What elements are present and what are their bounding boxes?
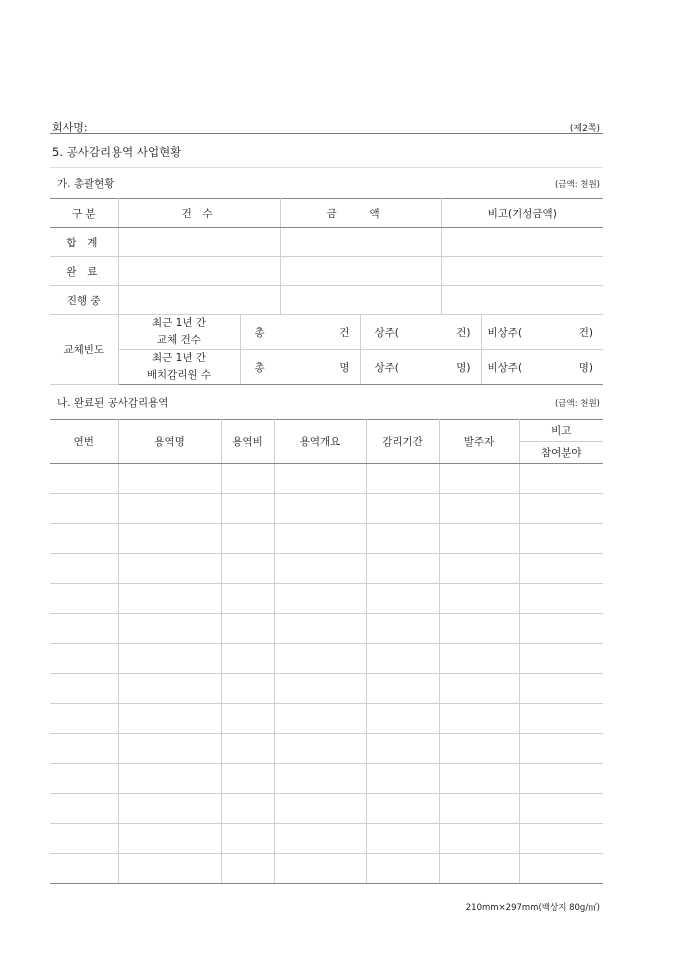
- table-row: [50, 494, 603, 524]
- table-cell[interactable]: [118, 734, 221, 764]
- col-header-remark: 비고: [519, 420, 603, 442]
- replacement-total-unit: 건: [339, 326, 350, 339]
- replacement-total-prefix: 총: [254, 326, 265, 339]
- table-cell[interactable]: [118, 704, 221, 734]
- table-cell[interactable]: [366, 764, 439, 794]
- rotation-replacement-line2: 교체 건수: [157, 334, 201, 346]
- table-cell[interactable]: [50, 794, 118, 824]
- table-cell[interactable]: [439, 554, 519, 584]
- table-cell[interactable]: [519, 704, 603, 734]
- table-cell[interactable]: [439, 764, 519, 794]
- completed-projects-table: [50, 419, 603, 884]
- table-row: [50, 584, 603, 614]
- table-cell[interactable]: [118, 584, 221, 614]
- table-cell[interactable]: [274, 824, 366, 854]
- in-progress-count-cell[interactable]: [118, 286, 280, 315]
- completed-remark-cell[interactable]: [441, 257, 603, 286]
- col-header-amount: 금 액: [280, 199, 441, 228]
- table-cell[interactable]: [221, 794, 274, 824]
- table-cell[interactable]: [366, 524, 439, 554]
- table-cell[interactable]: [118, 794, 221, 824]
- supervisor-resident-prefix: 상주(: [374, 361, 399, 374]
- supervisor-total-unit: 명: [339, 361, 350, 374]
- total-amount-cell[interactable]: [280, 228, 441, 257]
- completed-amount-cell[interactable]: [280, 257, 441, 286]
- table-cell[interactable]: [366, 674, 439, 704]
- table-cell[interactable]: [366, 734, 439, 764]
- table-cell[interactable]: [366, 794, 439, 824]
- table-row: [50, 614, 603, 644]
- header-divider: [50, 133, 603, 134]
- rotation-supervisor-line1: 최근 1년 간: [152, 352, 206, 364]
- table-cell[interactable]: [118, 614, 221, 644]
- table-cell[interactable]: [118, 494, 221, 524]
- table-cell[interactable]: [274, 524, 366, 554]
- table-cell[interactable]: [439, 824, 519, 854]
- table-cell[interactable]: [519, 554, 603, 584]
- document-size-note: 210mm×297mm(백상지 80g/㎡): [465, 903, 600, 913]
- table-cell[interactable]: [274, 554, 366, 584]
- replacement-nonresident-cell[interactable]: [481, 315, 603, 350]
- table-cell[interactable]: [439, 674, 519, 704]
- completed-title: 나. 완료된 공사감리용역: [57, 397, 169, 409]
- table-cell[interactable]: [366, 554, 439, 584]
- rotation-replacement-label: [118, 315, 240, 350]
- col-header-period: 감리기간: [366, 420, 439, 464]
- section-title: 5. 공사감리용역 사업현황: [52, 145, 182, 159]
- in-progress-amount-cell[interactable]: [280, 286, 441, 315]
- replacement-resident-cell[interactable]: [360, 315, 481, 350]
- table-cell[interactable]: [50, 524, 118, 554]
- table-cell[interactable]: [519, 854, 603, 884]
- table-cell[interactable]: [118, 764, 221, 794]
- table-cell[interactable]: [50, 674, 118, 704]
- table-cell[interactable]: [50, 614, 118, 644]
- supervisor-nonresident-prefix: 비상주(: [487, 361, 523, 374]
- table-cell[interactable]: [274, 734, 366, 764]
- table-row: [50, 554, 603, 584]
- table-cell[interactable]: [50, 644, 118, 674]
- table-cell[interactable]: [519, 464, 603, 494]
- table-cell[interactable]: [274, 584, 366, 614]
- total-count-cell[interactable]: [118, 228, 280, 257]
- table-row: [50, 794, 603, 824]
- supervisor-resident-cell[interactable]: [360, 350, 481, 385]
- table-cell[interactable]: [221, 764, 274, 794]
- table-cell[interactable]: [118, 524, 221, 554]
- table-cell[interactable]: [366, 854, 439, 884]
- table-cell[interactable]: [118, 824, 221, 854]
- table-cell[interactable]: [50, 584, 118, 614]
- table-cell[interactable]: [118, 554, 221, 584]
- table-cell[interactable]: [366, 824, 439, 854]
- table-cell[interactable]: [50, 854, 118, 884]
- table-cell[interactable]: [366, 584, 439, 614]
- table-cell[interactable]: [118, 644, 221, 674]
- completed-unit: (금액: 천원): [554, 399, 600, 409]
- table-cell[interactable]: [274, 644, 366, 674]
- summary-title: 가. 총괄현황: [57, 178, 115, 190]
- table-cell[interactable]: [519, 644, 603, 674]
- col-header-participation: 참여분야: [519, 442, 603, 464]
- table-cell[interactable]: [118, 464, 221, 494]
- table-cell[interactable]: [221, 734, 274, 764]
- table-cell[interactable]: [519, 794, 603, 824]
- table-row: [50, 764, 603, 794]
- supervisor-nonresident-unit: 명): [578, 361, 594, 374]
- table-cell[interactable]: [50, 824, 118, 854]
- table-cell[interactable]: [221, 644, 274, 674]
- col-header-remark: 비고(기성금액): [441, 199, 603, 228]
- col-header-project-name: 용역명: [118, 420, 221, 464]
- table-cell[interactable]: [274, 674, 366, 704]
- table-cell[interactable]: [439, 794, 519, 824]
- table-cell[interactable]: [366, 644, 439, 674]
- replacement-resident-prefix: 상주(: [374, 326, 399, 339]
- company-name-label: 회사명:: [52, 121, 88, 134]
- table-cell[interactable]: [221, 854, 274, 884]
- completed-count-cell[interactable]: [118, 257, 280, 286]
- table-cell[interactable]: [118, 854, 221, 884]
- table-cell[interactable]: [274, 794, 366, 824]
- table-row: [50, 734, 603, 764]
- table-cell[interactable]: [519, 524, 603, 554]
- row-label-in-progress: 진행 중: [50, 286, 118, 315]
- table-cell[interactable]: [274, 464, 366, 494]
- table-cell[interactable]: [439, 854, 519, 884]
- table-cell[interactable]: [519, 614, 603, 644]
- in-progress-remark-cell[interactable]: [441, 286, 603, 315]
- replacement-nonresident-unit: 건): [578, 326, 594, 339]
- table-row: [50, 854, 603, 884]
- table-cell[interactable]: [221, 494, 274, 524]
- table-row: [50, 674, 603, 704]
- table-cell[interactable]: [439, 734, 519, 764]
- supervisor-nonresident-cell[interactable]: [481, 350, 603, 385]
- table-cell[interactable]: [221, 584, 274, 614]
- table-cell[interactable]: [439, 524, 519, 554]
- table-cell[interactable]: [439, 494, 519, 524]
- row-label-completed: 완 료: [50, 257, 118, 286]
- col-header-count: 건 수: [118, 199, 280, 228]
- col-header-client: 발주자: [439, 420, 519, 464]
- table-cell[interactable]: [221, 524, 274, 554]
- table-cell[interactable]: [439, 464, 519, 494]
- table-cell[interactable]: [274, 494, 366, 524]
- replacement-total-cell[interactable]: [240, 315, 360, 350]
- table-cell[interactable]: [439, 614, 519, 644]
- summary-table: [50, 198, 603, 385]
- summary-unit: (금액: 천원): [554, 180, 600, 190]
- table-cell[interactable]: [274, 704, 366, 734]
- table-cell[interactable]: [519, 764, 603, 794]
- table-cell[interactable]: [50, 764, 118, 794]
- replacement-resident-unit: 건): [456, 326, 471, 339]
- section-divider: [50, 167, 603, 168]
- table-cell[interactable]: [50, 494, 118, 524]
- table-cell[interactable]: [221, 554, 274, 584]
- table-row: [50, 824, 603, 854]
- col-header-overview: 용역개요: [274, 420, 366, 464]
- table-cell[interactable]: [221, 614, 274, 644]
- col-header-fee: 용역비: [221, 420, 274, 464]
- table-cell[interactable]: [274, 854, 366, 884]
- table-cell[interactable]: [519, 494, 603, 524]
- table-cell[interactable]: [519, 584, 603, 614]
- table-cell[interactable]: [221, 704, 274, 734]
- table-cell[interactable]: [50, 704, 118, 734]
- table-row: [50, 644, 603, 674]
- table-row: [50, 704, 603, 734]
- rotation-replacement-line1: 최근 1년 간: [152, 317, 206, 329]
- rotation-label: 교체빈도: [50, 315, 118, 385]
- total-remark-cell[interactable]: [441, 228, 603, 257]
- table-cell[interactable]: [50, 464, 118, 494]
- table-cell[interactable]: [519, 824, 603, 854]
- table-cell[interactable]: [50, 554, 118, 584]
- table-cell[interactable]: [274, 764, 366, 794]
- table-cell[interactable]: [274, 614, 366, 644]
- col-header-category: 구 분: [50, 199, 118, 228]
- row-label-total: 합 계: [50, 228, 118, 257]
- table-cell[interactable]: [221, 824, 274, 854]
- table-cell[interactable]: [366, 464, 439, 494]
- table-cell[interactable]: [439, 644, 519, 674]
- table-cell[interactable]: [221, 674, 274, 704]
- table-cell[interactable]: [439, 584, 519, 614]
- rotation-supervisor-label: [118, 350, 240, 385]
- table-cell[interactable]: [519, 734, 603, 764]
- table-cell[interactable]: [366, 494, 439, 524]
- supervisor-resident-unit: 명): [456, 361, 471, 374]
- table-cell[interactable]: [519, 674, 603, 704]
- rotation-supervisor-line2: 배치감리원 수: [146, 369, 212, 381]
- table-cell[interactable]: [439, 704, 519, 734]
- table-row: [50, 524, 603, 554]
- page-number: (제2쪽): [569, 124, 600, 134]
- table-cell[interactable]: [118, 674, 221, 704]
- replacement-nonresident-prefix: 비상주(: [487, 326, 523, 339]
- table-cell[interactable]: [366, 614, 439, 644]
- table-cell[interactable]: [50, 734, 118, 764]
- col-header-serial: 연번: [50, 420, 118, 464]
- supervisor-total-prefix: 총: [254, 361, 265, 374]
- table-cell[interactable]: [221, 464, 274, 494]
- table-cell[interactable]: [366, 704, 439, 734]
- table-row: [50, 464, 603, 494]
- supervisor-total-cell[interactable]: [240, 350, 360, 385]
